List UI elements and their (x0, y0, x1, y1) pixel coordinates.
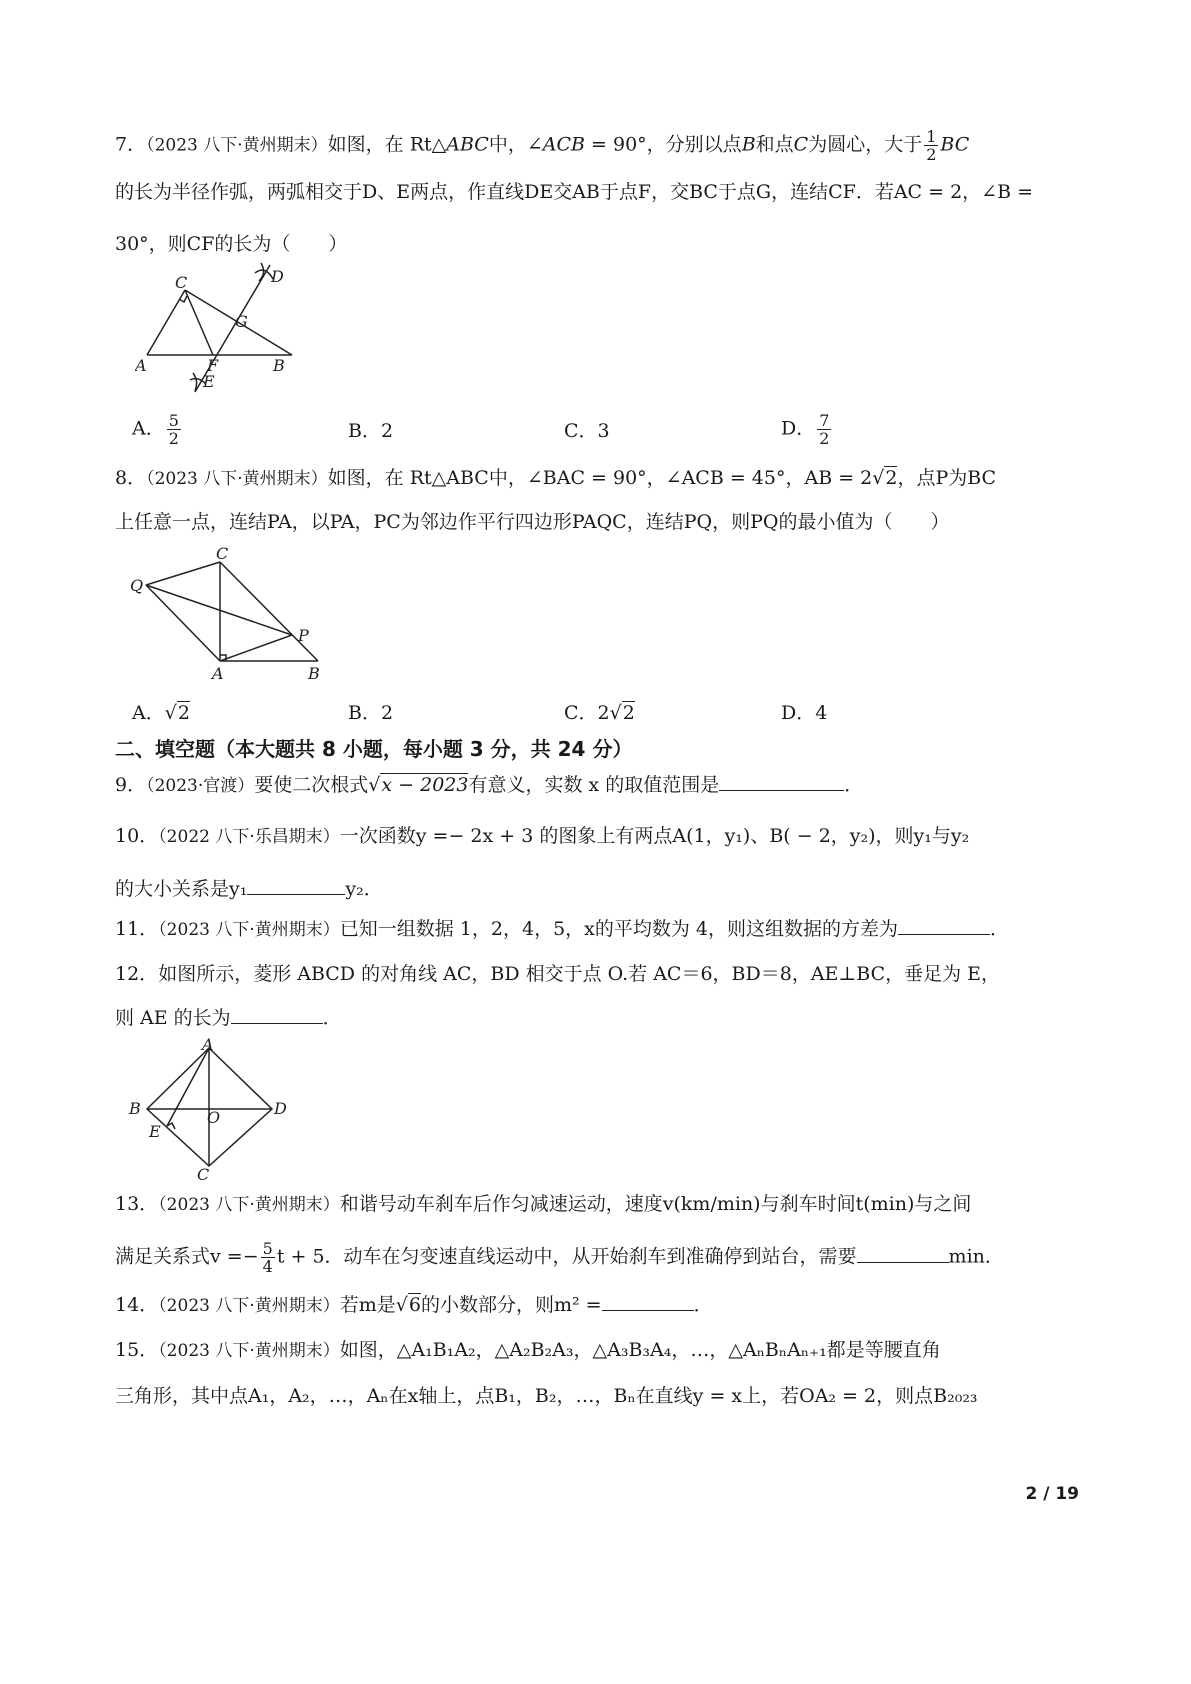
q7-math: C (793, 133, 809, 156)
q10-line1 (115, 824, 969, 849)
option-value: 2 (380, 420, 394, 442)
q15-line2: 三角形，其中点A₁，A₂，…，Aₙ在x轴上，点B₁，B₂，…，Bₙ在直线y = x上，若OA₂ = 2，则点B₂₀₂₃ (115, 1385, 978, 1407)
option-value: 4 (815, 702, 828, 724)
q14-number: 14． (115, 1294, 159, 1316)
answer-blank[interactable] (898, 916, 990, 935)
answer-blank[interactable] (231, 1005, 323, 1024)
q14-line (115, 1292, 713, 1318)
q7-math: ACB (542, 133, 585, 156)
q8-option-c[interactable] (564, 698, 635, 725)
q12-number: 12． (115, 963, 159, 985)
q13-line1 (115, 1192, 971, 1217)
answer-blank[interactable] (857, 1244, 949, 1263)
q8-line2: 上任意一点，连结PA，以PA，PC为邻边作平行四边形PAQC，连结PQ，则PQ的最小值为（ ） (115, 511, 950, 533)
q11-number: 11． (115, 918, 159, 940)
answer-blank[interactable] (247, 876, 345, 895)
q14-source: （2023 八下·黄州期末） (158, 1296, 340, 1316)
q8-label-q: Q (130, 576, 144, 595)
q9-line (115, 772, 863, 798)
q10-text: y₂ (345, 878, 364, 900)
q12-label-d: D (274, 1099, 287, 1118)
q13-fraction (261, 1240, 275, 1275)
option-value: 2 (380, 702, 394, 724)
frac-numerator: 5 (262, 1239, 273, 1258)
frac-numerator: 7 (819, 411, 830, 430)
q8-figure (128, 545, 328, 685)
q8-label-b: B (308, 664, 320, 683)
q7-line3: 30°，则CF的长为（ ） (115, 233, 348, 255)
q15-number: 15． (115, 1339, 159, 1361)
q8-line1 (115, 466, 996, 491)
frac-denominator: 2 (168, 429, 179, 448)
option-label: A． (132, 417, 165, 440)
q7-number: 7． (115, 133, 147, 156)
q8-label-a: A (212, 664, 224, 683)
option-fraction (817, 412, 831, 447)
q12-label-o: O (207, 1108, 221, 1127)
q7-text: = 90°，分别以点 (585, 133, 742, 156)
q12-label-b: B (129, 1099, 141, 1118)
q12-text: 如图所示，菱形 ABCD 的对角线 AC，BD 相交于点 O.若 AC＝6，BD＝8，AE⊥BC，垂足为 E， (158, 963, 1001, 985)
option-label: C． (564, 420, 598, 442)
q13-line2 (115, 1240, 1004, 1275)
q7-text: 中，∠ (488, 133, 543, 156)
q7-line2: 的长为半径作弧，两弧相交于D、E两点，作直线DE交AB于点F，交BC于点G，连结CF．若AC = 2，∠B = (115, 181, 1034, 203)
frac-denominator: 4 (262, 1257, 273, 1276)
q7-option-d[interactable] (781, 412, 833, 447)
q8-option-d[interactable] (781, 698, 827, 725)
q8-label-p: P (298, 626, 309, 645)
q11-source: （2023 八下·黄州期末） (158, 920, 340, 940)
answer-blank[interactable] (602, 1292, 694, 1311)
q7-label-e: E (203, 372, 215, 391)
q7-math: B (741, 133, 756, 156)
q7-math: BC (940, 133, 970, 156)
q12-end: ． (322, 1007, 342, 1029)
q7-label-c: C (175, 273, 188, 292)
q7-label-b: B (273, 356, 285, 375)
q13-number: 13． (115, 1193, 159, 1215)
option-fraction (167, 412, 181, 447)
q7-option-b[interactable] (348, 416, 393, 443)
radicand: x − 2023 (381, 774, 469, 796)
q13-text: 和谐号动车刹车后作匀减速运动，速度v(km/min)与刹车时间t(min)与之间 (339, 1193, 972, 1215)
q7-option-a[interactable] (132, 412, 183, 447)
q8-number: 8． (115, 467, 147, 489)
page-number: 2 / 19 (1025, 1484, 1079, 1504)
q9-number: 9． (115, 774, 147, 796)
q8-label-c: C (216, 545, 229, 563)
q15-line1 (115, 1338, 941, 1363)
frac-denominator: 2 (819, 429, 830, 448)
q10-text: 的大小关系是y₁ (115, 878, 248, 900)
q11-end: ． (990, 918, 1010, 940)
radicand: 2 (622, 702, 635, 724)
option-label: D． (781, 702, 816, 724)
q7-label-g: G (235, 312, 248, 331)
q7-text: 如图，在 Rt△ (327, 133, 447, 156)
radicand: 2 (177, 702, 190, 724)
q9-text: 要使二次根式 (254, 774, 369, 796)
q7-math: ABC (446, 133, 489, 156)
q12-figure (127, 1038, 297, 1183)
option-coef: 2 (597, 702, 610, 724)
q9-end: ． (844, 774, 864, 796)
q7-text: 和点 (755, 133, 794, 156)
q15-source: （2023 八下·黄州期末） (158, 1341, 340, 1361)
q10-text: 一次函数y =− 2x + 3 的图象上有两点A(1，y₁)、B( − 2，y₂)，则y₁与y₂ (339, 825, 970, 847)
q12-label-e: E (149, 1122, 161, 1141)
q8-text: 如图，在 Rt△ABC中，∠BAC = 90°，∠ACB = 45°，AB = 2 (327, 467, 873, 489)
frac-numerator: 5 (168, 411, 179, 430)
sqrt-symbol: √ (368, 774, 381, 796)
radicand: 2 (885, 467, 898, 489)
sqrt-symbol: √ (872, 467, 885, 489)
q9-source: （2023·官渡） (146, 776, 255, 796)
q11-line (115, 916, 1009, 942)
option-label: D． (781, 417, 816, 440)
sqrt-symbol: √ (609, 702, 622, 724)
q12-label-a: A (202, 1038, 214, 1054)
q7-option-c[interactable] (564, 416, 610, 443)
sqrt-symbol: √ (164, 702, 177, 724)
q7-line1 (115, 128, 969, 163)
q13-source: （2023 八下·黄州期末） (158, 1195, 340, 1215)
option-label: B． (348, 702, 381, 724)
q10-line2 (115, 876, 383, 901)
q7-text: 为圆心，大于 (808, 133, 923, 156)
option-label: A． (132, 702, 165, 724)
q13-text: 满足关系式v =− (115, 1245, 259, 1268)
q8-text: ，点P为BC (897, 467, 997, 489)
q7-source: （2023 八下·黄州期末） (146, 135, 328, 156)
q9-text: 有意义，实数 x 的取值范围是 (468, 774, 720, 796)
q12-line1 (115, 962, 1000, 986)
q10-number: 10． (115, 825, 159, 847)
q7-label-d: D (271, 267, 284, 286)
q13-text: t + 5．动车在匀变速直线运动中，从开始刹车到准确停到站台，需要 (276, 1245, 857, 1268)
q12-line2 (115, 1005, 342, 1030)
frac-denominator: 2 (926, 145, 937, 164)
option-label: C． (564, 702, 598, 724)
q15-text: 如图，△A₁B₁A₂，△A₂B₂A₃，△A₃B₃A₄，…，△AₙBₙAₙ₊₁都是等腰直角 (339, 1339, 941, 1361)
section-heading: 二、填空题（本大题共 8 小题，每小题 3 分，共 24 分） (115, 737, 633, 761)
answer-blank[interactable] (719, 772, 844, 791)
q8-source: （2023 八下·黄州期末） (146, 469, 328, 489)
sqrt-symbol: √ (395, 1294, 408, 1316)
q10-end: ． (363, 878, 383, 900)
q12-text: 则 AE 的长为 (115, 1007, 231, 1029)
q11-text: 已知一组数据 1，2，4，5，x的平均数为 4，则这组数据的方差为 (339, 918, 899, 940)
q8-option-a[interactable] (132, 698, 190, 725)
q7-fraction (924, 128, 938, 163)
q14-end: ． (693, 1294, 713, 1316)
q7-label-f: F (207, 356, 219, 375)
q13-unit: min． (948, 1245, 1004, 1268)
q8-option-b[interactable] (348, 698, 393, 725)
q12-label-c: C (197, 1165, 210, 1183)
q10-source: （2022 八下·乐昌期末） (158, 827, 340, 847)
q7-figure (135, 255, 315, 405)
q14-text: 若m是 (339, 1294, 396, 1316)
frac-numerator: 1 (926, 127, 937, 146)
q14-text: 的小数部分，则m² = (421, 1294, 602, 1316)
radicand: 6 (408, 1294, 421, 1316)
option-label: B． (348, 420, 381, 442)
option-value: 3 (597, 420, 610, 442)
q7-label-a: A (135, 356, 147, 375)
